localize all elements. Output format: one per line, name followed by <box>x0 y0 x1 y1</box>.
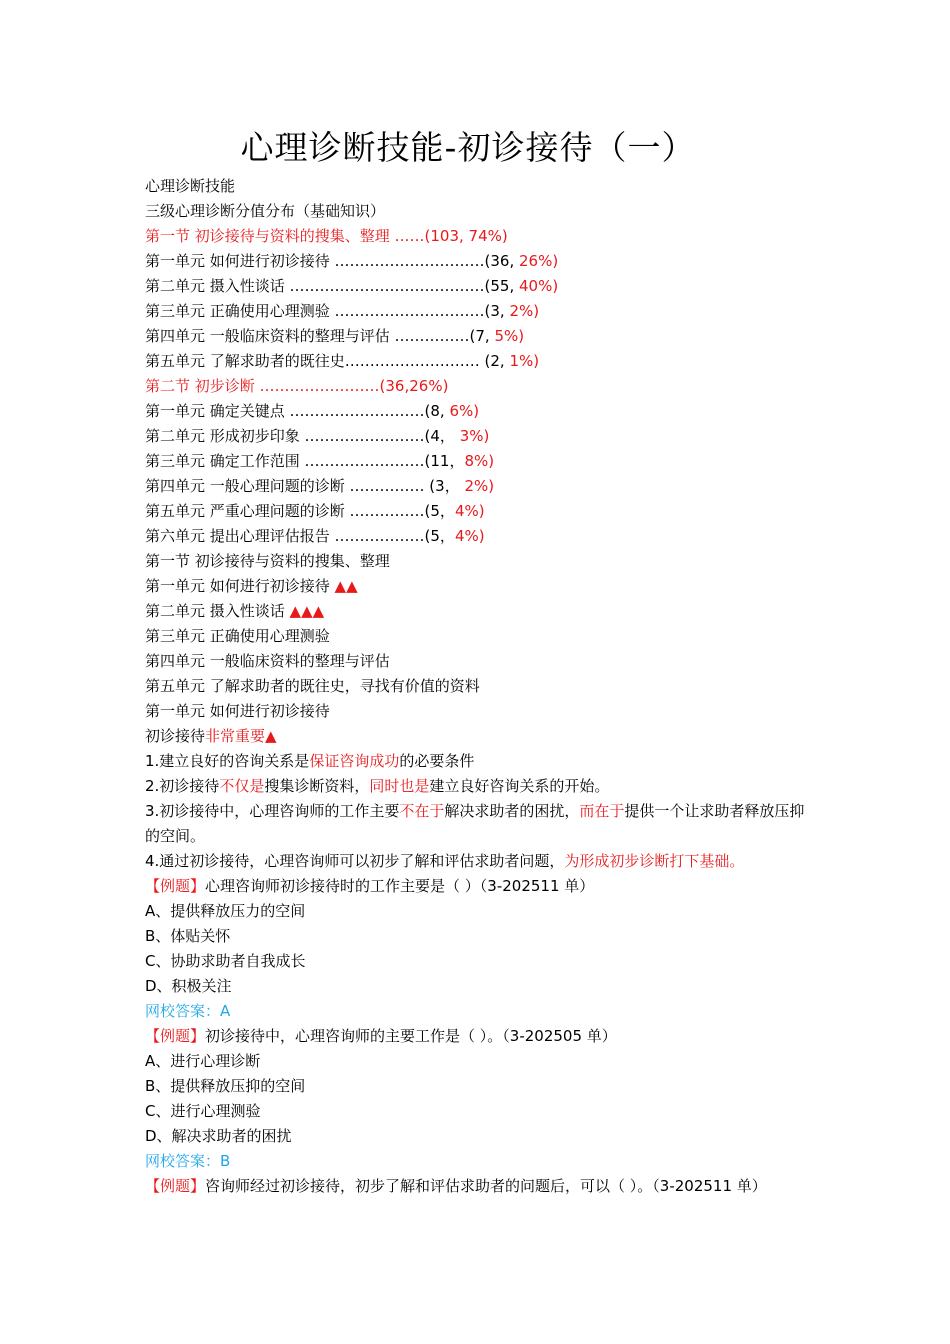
text-line <box>145 599 810 624</box>
text-line <box>145 249 810 274</box>
text-run: 非常重要▲ <box>205 727 277 745</box>
text-run: 3%) <box>459 427 490 445</box>
text-line <box>145 299 810 324</box>
text-line <box>145 1149 810 1174</box>
text-run: 4.通过初诊接待，心理咨询师可以初步了解和评估求助者问题， <box>145 852 565 870</box>
text-line <box>145 999 810 1024</box>
text-run: 4%) <box>454 527 485 545</box>
text-run: 第一单元 如何进行初诊接待 <box>145 702 330 720</box>
text-run: 第二节 初步诊断 ……………………(36,26%) <box>145 377 449 395</box>
text-line <box>145 1124 810 1149</box>
text-run: 【例题】 <box>145 877 206 895</box>
text-run: 第三单元 正确使用心理测验 <box>145 627 330 645</box>
text-line <box>145 799 810 849</box>
text-run: 2.初诊接待 <box>145 777 220 795</box>
text-line <box>145 399 810 424</box>
text-run: 第一单元 如何进行初诊接待 …………………………(36, <box>145 252 520 270</box>
text-run: D、解决求助者的困扰 <box>145 1127 292 1145</box>
text-run: 第一节 初诊接待与资料的搜集、整理 <box>145 552 390 570</box>
text-run: 第五单元 严重心理问题的诊断 ……………(5， <box>145 502 455 520</box>
text-run: 网校答案：A <box>145 1002 231 1020</box>
text-run: C、协助求助者自我成长 <box>145 952 306 970</box>
text-run: B、提供释放压抑的空间 <box>145 1077 306 1095</box>
text-run: 解决求助者的困扰， <box>444 802 580 820</box>
text-run: 第二单元 摄入性谈话 <box>145 602 290 620</box>
text-line <box>145 1174 810 1199</box>
text-line <box>145 274 810 299</box>
text-run: 第四单元 一般心理问题的诊断 …………… (3， <box>145 477 465 495</box>
text-run: 5%) <box>494 327 525 345</box>
text-line <box>145 1049 810 1074</box>
text-run: 网校答案：B <box>145 1152 231 1170</box>
text-run: 不在于 <box>399 802 445 820</box>
text-line <box>145 474 810 499</box>
text-line <box>145 899 810 924</box>
text-run: D、积极关注 <box>145 977 232 995</box>
text-line <box>145 1074 810 1099</box>
text-line <box>145 749 810 774</box>
text-run: 不仅是 <box>219 777 265 795</box>
text-run: 咨询师经过初诊接待，初步了解和评估求助者的问题后，可以（ ）。（3-202511 单） <box>205 1177 767 1195</box>
document-body <box>145 174 810 1199</box>
text-run: C、进行心理测验 <box>145 1102 261 1120</box>
text-line <box>145 199 810 224</box>
text-line <box>145 499 810 524</box>
text-run: 搜集诊断资料， <box>264 777 370 795</box>
text-run: 心理咨询师初诊接待时的工作主要是（ ）（3-202511 单） <box>205 877 595 895</box>
text-run: 初诊接待中，心理咨询师的主要工作是（ ）。（3-202505 单） <box>205 1027 617 1045</box>
text-run: A、提供释放压力的空间 <box>145 902 306 920</box>
text-run: 的必要条件 <box>399 752 475 770</box>
text-line <box>145 424 810 449</box>
text-line <box>145 174 810 199</box>
text-run: 第三单元 确定工作范围 ……………………(11， <box>145 452 465 470</box>
text-run: 第五单元 了解求助者的既往史……………………… (2, <box>145 352 510 370</box>
text-line <box>145 549 810 574</box>
text-line <box>145 224 810 249</box>
text-line <box>145 449 810 474</box>
text-run: 第四单元 一般临床资料的整理与评估 ……………(7, <box>145 327 495 345</box>
importance-triangle-icon: ▲▲ <box>334 577 358 595</box>
text-line <box>145 974 810 999</box>
page-title: 心理诊断技能-初诊接待（一） <box>240 128 696 167</box>
text-run: A、进行心理诊断 <box>145 1052 261 1070</box>
text-run: 同时也是 <box>369 777 430 795</box>
text-run: 第三单元 正确使用心理测验 …………………………(3, <box>145 302 510 320</box>
text-run: 第四单元 一般临床资料的整理与评估 <box>145 652 390 670</box>
text-run: 第一节 初诊接待与资料的搜集、整理 ……(103, 74%) <box>145 227 508 245</box>
text-run: 4%) <box>454 502 485 520</box>
text-line <box>145 1024 810 1049</box>
text-run: 三级心理诊断分值分布（基础知识） <box>145 202 386 220</box>
text-run: 1.建立良好的咨询关系是 <box>145 752 310 770</box>
text-line <box>145 524 810 549</box>
text-run: 第一单元 如何进行初诊接待 <box>145 577 335 595</box>
text-line <box>145 724 810 749</box>
text-run: 第二单元 摄入性谈话 …………………………………(55, <box>145 277 520 295</box>
text-run: 2%) <box>509 302 540 320</box>
text-line <box>145 1099 810 1124</box>
text-line <box>145 699 810 724</box>
text-line <box>145 924 810 949</box>
text-run: 保证咨询成功 <box>309 752 400 770</box>
text-run: 提供一个让求助者释放压抑的空间。 <box>145 802 805 845</box>
text-line <box>145 624 810 649</box>
text-line <box>145 874 810 899</box>
text-run: 第一单元 确定关键点 ………………………(8, <box>145 402 450 420</box>
text-line <box>145 674 810 699</box>
text-run: 第六单元 提出心理评估报告 ………………(5， <box>145 527 455 545</box>
text-run: 第二单元 形成初步印象 ……………………(4， <box>145 427 460 445</box>
text-run: 初诊接待 <box>145 727 206 745</box>
text-run: 1%) <box>509 352 540 370</box>
text-line <box>145 849 810 874</box>
text-run: 3.初诊接待中，心理咨询师的工作主要 <box>145 802 400 820</box>
text-line <box>145 949 810 974</box>
text-run: 26%) <box>519 252 559 270</box>
text-line <box>145 374 810 399</box>
text-run: 2%) <box>464 477 495 495</box>
text-run: 【例题】 <box>145 1177 206 1195</box>
text-run: 为形成初步诊断打下基础。 <box>564 852 745 870</box>
text-run: 8%) <box>464 452 495 470</box>
text-line <box>145 774 810 799</box>
importance-triangle-icon: ▲▲▲ <box>289 602 325 620</box>
text-run: 心理诊断技能 <box>145 177 236 195</box>
text-run: B、体贴关怀 <box>145 927 231 945</box>
text-run: 第五单元 了解求助者的既往史，寻找有价值的资料 <box>145 677 480 695</box>
text-run: 【例题】 <box>145 1027 206 1045</box>
text-line <box>145 349 810 374</box>
text-line <box>145 324 810 349</box>
text-run: 而在于 <box>579 802 625 820</box>
text-line <box>145 649 810 674</box>
text-run: 40%) <box>519 277 559 295</box>
text-run: 6%) <box>449 402 480 420</box>
text-line <box>145 574 810 599</box>
text-run: 建立良好咨询关系的开始。 <box>429 777 610 795</box>
